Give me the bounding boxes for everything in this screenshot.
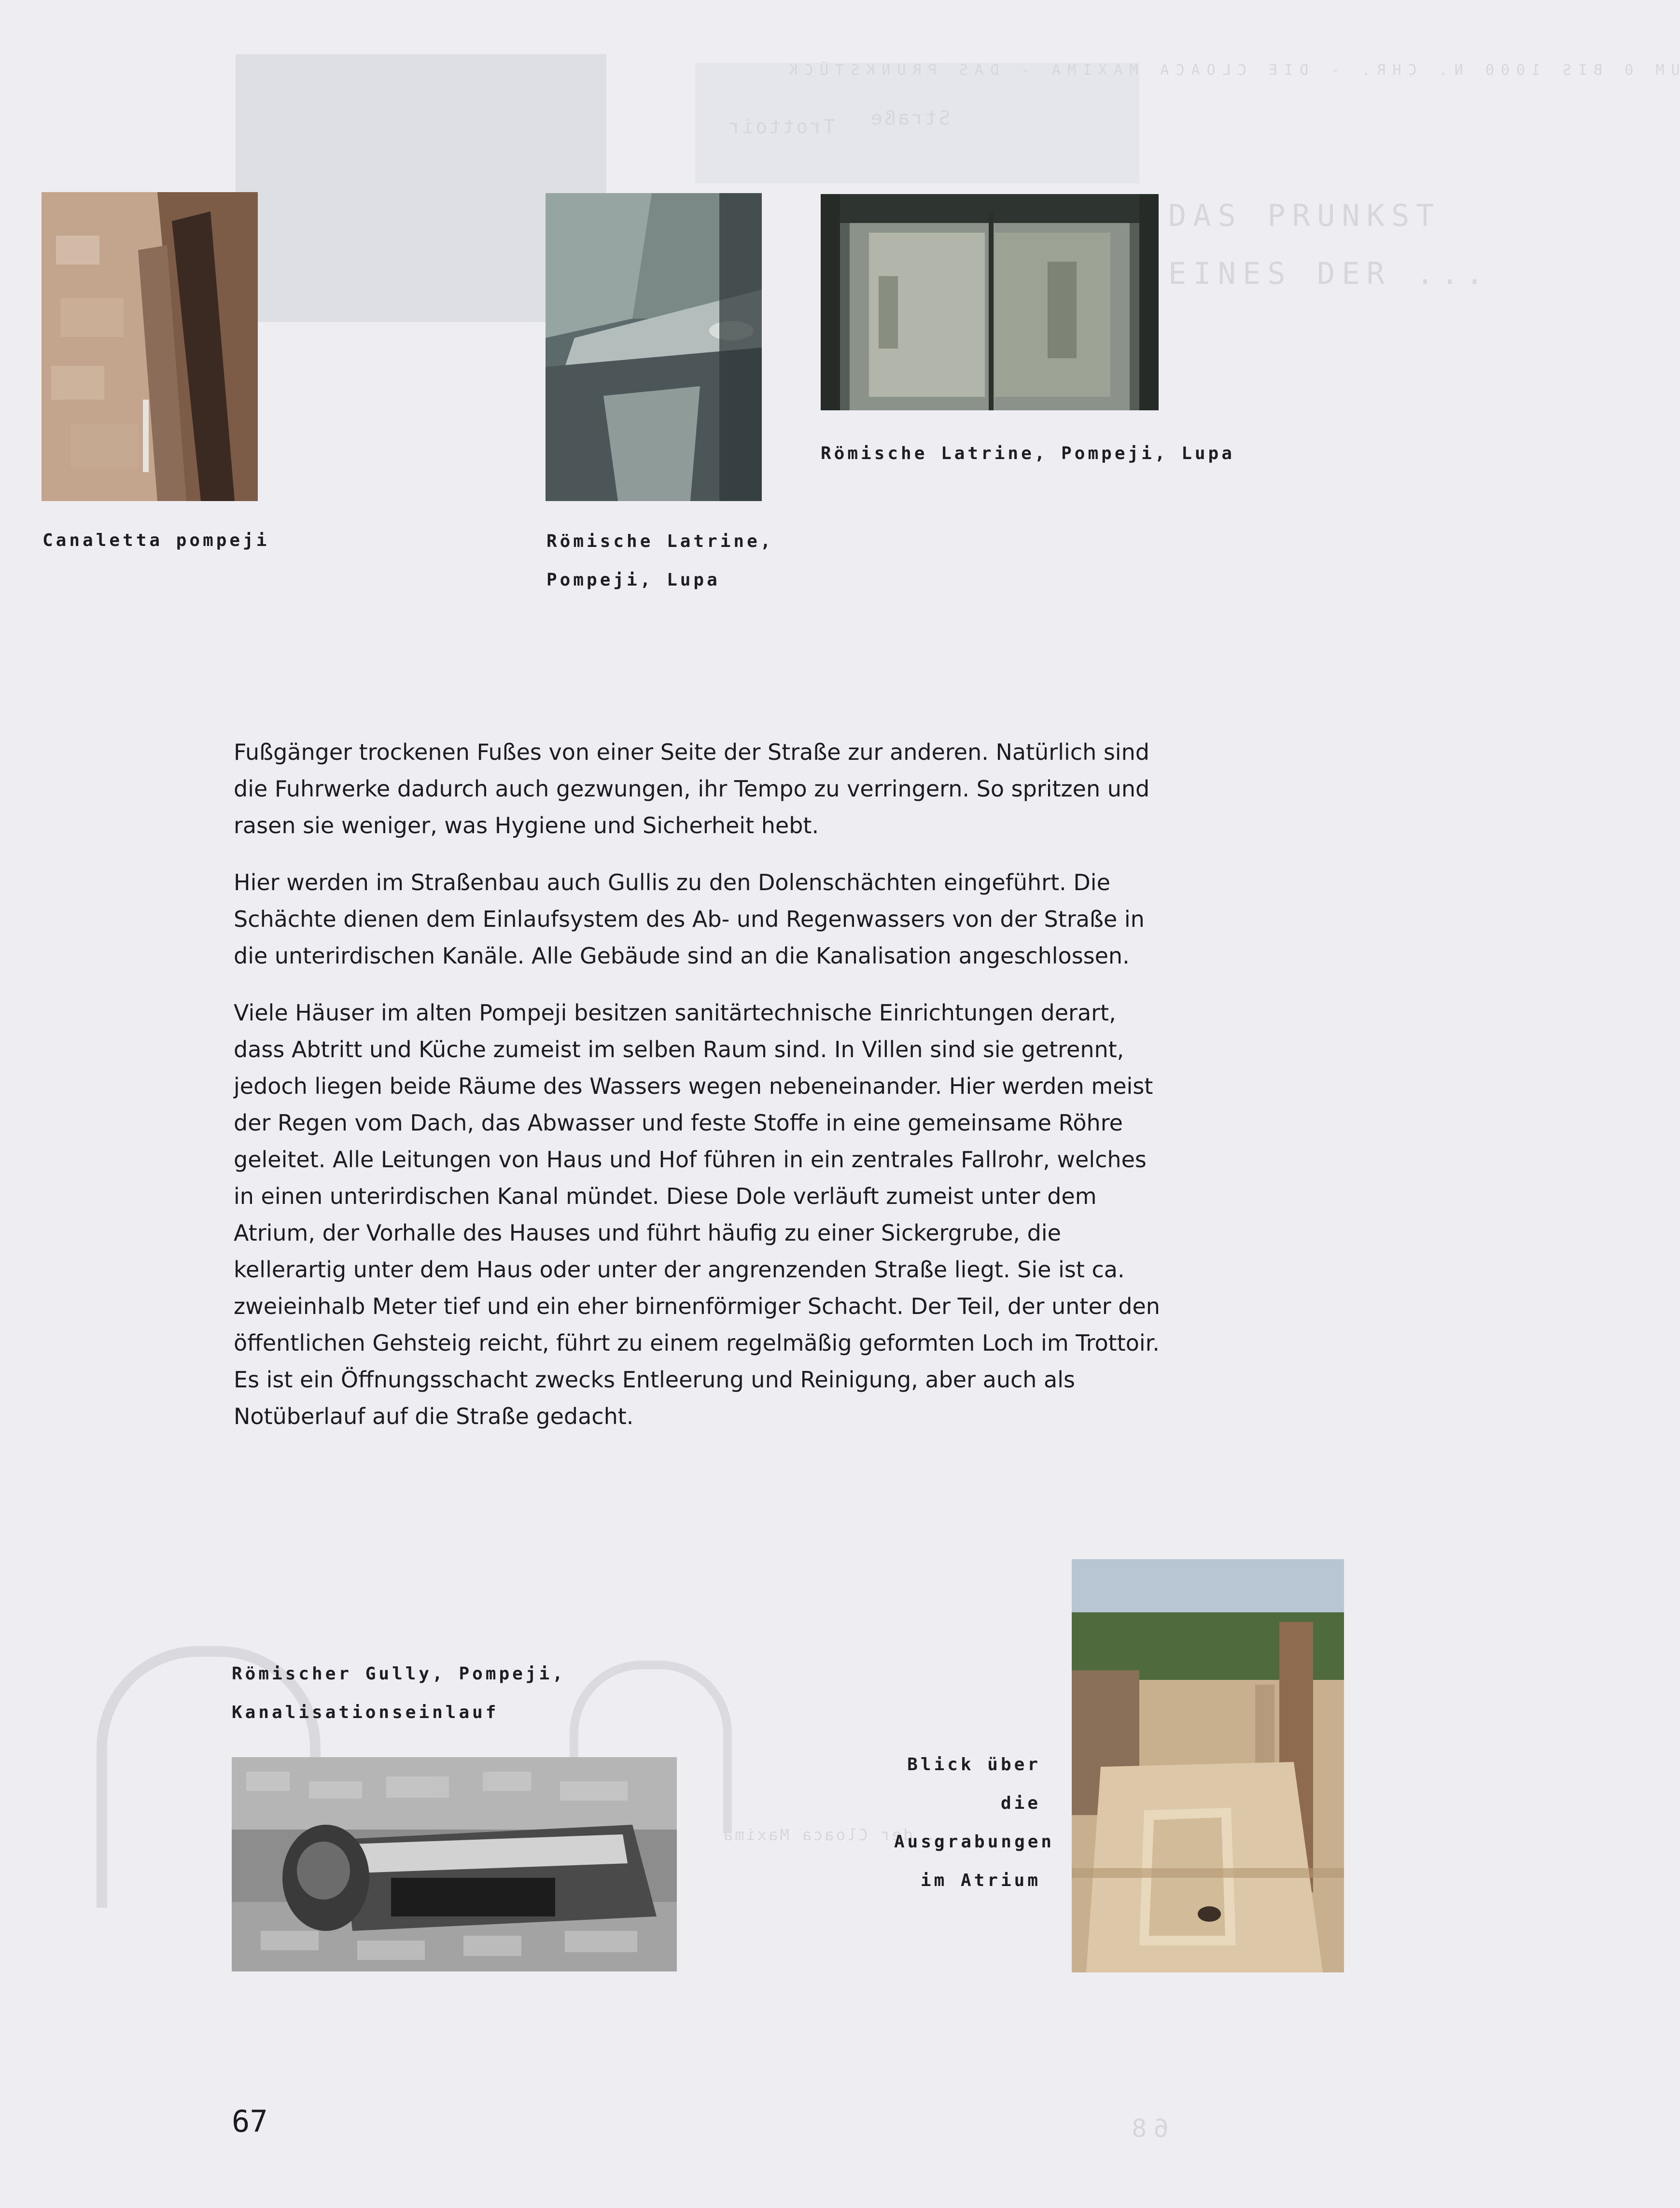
caption-atrium: Blick über die Ausgrabungen im Atrium [894,1755,1055,1890]
photo-atrium [1072,1559,1344,1972]
caption-latrine-center: Römische Latrine, Pompeji, Lupa [546,531,774,590]
show-through-label-trottoir: Trottoir [727,116,835,138]
latrine-right-image [821,194,1159,410]
show-through-caption: ... der Cloaca Maxima [722,1826,958,1844]
atrium-image [1072,1559,1344,1972]
body-text [234,734,1165,1455]
body-paragraph: Viele Häuser im alten Pompeji besitzen sanitärtechnische Einrichtungen derart, dass Abtritt und Küche zumeist im selben Raum sind. In Villen sind sie getrennt, jedoch liegen beide Räume des Wassers wegen nebeneinander. Hier werden meist der Regen vom Dach, das Abwasser und feste Stoffe in eine gemeinsame Röhre geleitet. Alle Leitungen von Haus und Hof führen in ein zentrales Fallrohr, welches in einen unterirdischen Kanal mündet. Diese Dole verläuft zumeist unter dem Atrium, der Vorhalle des Hauses und führt häufig zu einer Sickergrube, die kellerartig unter dem Haus oder unter der angrenzenden Straße liegt. Sie ist ca. zweieinhalb Meter tief und ein eher birnenförmiger Schacht. Der Teil, der unter den öffentlichen Gehsteig reicht, führt zu einem regelmäßig geformten Loch im Trottoir. Es ist ein Öffnungsschacht zwecks Entleerung und Reinigung, aber auch als Notüberlauf auf die Straße gedacht. [234,1000,1160,1429]
caption-latrine-right: Römische Latrine, Pompeji, Lupa [821,444,1235,463]
latrine-center-image [546,193,762,501]
show-through-label-strasse: Straße [869,107,951,129]
page-number: 67 [232,2104,268,2139]
caption-gully: Römischer Gully, Pompeji, Kanalisationseinlauf [232,1664,566,1722]
show-through-heading-1: DAS PRUNKST [1168,198,1441,233]
gully-image [232,1757,677,1971]
caption-canaletta: Canaletta pompeji [42,531,270,550]
photo-gully [232,1757,677,1971]
body-paragraph: Hier werden im Straßenbau auch Gullis zu den Dolenschächten eingeführt. Die Schächte dienen dem Einlaufsystem des Ab- und Regenwassers von der Straße in die unterirdischen Kanäle. Alle Gebäude sind an die Kanalisation angeschlossen. [234,869,1145,969]
photo-latrine-center [546,193,762,501]
photo-latrine-right [821,194,1159,410]
show-through-page-number: 68 [1125,2114,1169,2143]
show-through-header: UM 0 BIS 1000 N. CHR. - DIE CLOACA MAXIMA - DAS PRUNKSTÜCK [782,62,1680,79]
show-through-heading-2: EINES DER ... [1168,256,1491,291]
canaletta-image [42,192,258,501]
body-paragraph: Fußgänger trockenen Fußes von einer Seite der Straße zur anderen. Natürlich sind die Fuhrwerke dadurch auch gezwungen, ihr Tempo zu verringern. So spritzen und rasen sie weniger, was Hygiene und Sicherheit hebt. [234,739,1150,838]
photo-canaletta-pompeji [42,192,258,501]
